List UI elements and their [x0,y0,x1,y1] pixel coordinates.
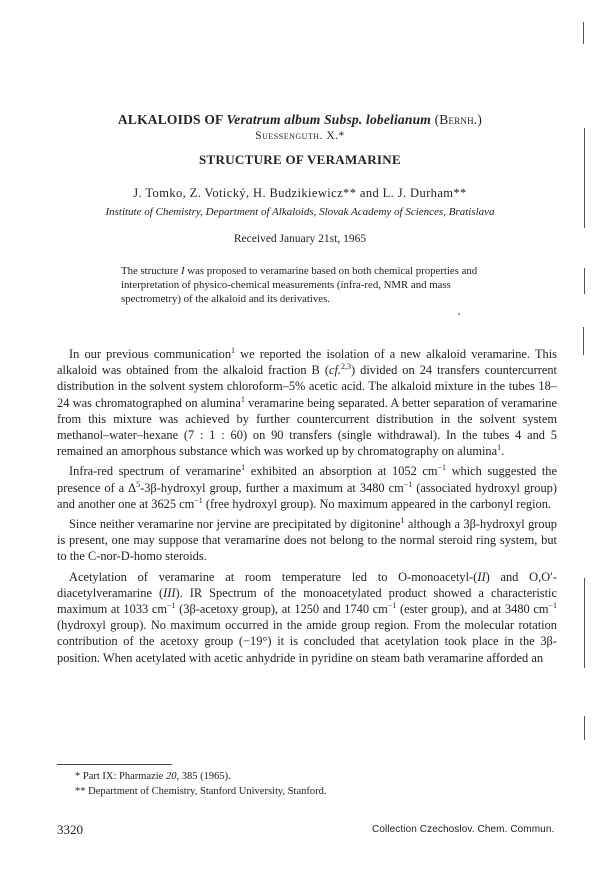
title-prefix: ALKALOIDS OF [117,112,223,127]
scan-speck [458,313,460,315]
scan-artifact-line [584,268,585,294]
footnote-2: ** Department of Chemistry, Stanford University, Stanford. [75,786,327,797]
received-date: Received January 21st, 1965 [233,233,367,245]
title-author: (Bernh.) [434,112,483,127]
paragraph-2: Infra-red spectrum of veramarine$^1$ exhibited an absorption at 1052 $cm^{-1}$ which suggested the presence of a $\Delta^5-3\beta$-hydroxyl group, further a maximum at 3480 $cm^{-1}$ (associated hydroxyl group) and another one at 3625 $cm^{-1}$ (free hydroxyl group). No maximum appeared in the carbonyl region. [57,463,558,511]
paragraph-3: Since neither veramarine nor jervine are precipitated by digitonine$^1$ although a 3β-hydroxyl group is present, one may suppose that veramarine does not belong to the normal steroid ring system, but to the C-nor-D-homo steroids. [57,515,557,564]
title-species: Veratrum album Subsp. lobelianum [226,112,432,127]
scan-artifact-line [584,578,585,668]
scan-artifact-line [583,327,584,355]
paragraph-4: Acetylation of veramarine at room temperature led to O-monoacetyl-(II) and O,O′-diacetylveramarine (III). IR Spectrum of the monoacetylated product showed a characteristic maximum at 1033 $cm^{-1}$ (3β-acetoxy group), at 1250 and 1740 $cm^{-1}$ (ester group), and at 3480 $cm^{-1}$ (hydroxyl group). No maximum occurred in the amide group region. From the molecular rotation contribution of the acetoxy group (−19°) it is concluded that acetylation took place in the 3β-position. When acetylated with acetic anhydride in pyridine on steam bath veramarine afforded an [57,569,557,665]
footnotes [75,769,326,799]
affiliation: Institute of Chemistry, Department of Alkaloids, Slovak Academy of Sciences, Bratislava [105,206,495,218]
footnote-1: * Part IX: Pharmazie 20, 385 (1965). [75,771,231,782]
footnote-divider [57,764,172,765]
paragraph-1: In our previous communication$^1$ we reported the isolation of a new alkaloid veramarine. This alkaloid was obtained from the alkaloid fraction B (cf.$^{2,3}$) divided on 24 transfers countercurrent distribution in the solvent system chloroform–5% acetic acid. The alkaloid mixture in the tubes 18–24 was chromatographed on alumina$^1$ veramarine being separated. A better separation of veramarine from this mixture was achieved by further countercurrent distribution in the solvent system methanol–water–hexane (7 : 1 : 60) on 90 transfers (single withdrawal). In the tubes 4 and 5 remained an amorphous substance which was worked up by chromatography on alumina$^1$. [57,345,558,459]
scan-artifact-line [584,128,585,228]
scan-artifact-line [583,22,584,44]
article-body [57,346,557,670]
article-subtitle: STRUCTURE OF VERAMARINE [199,152,401,167]
scan-artifact-line [584,716,585,740]
page-number: 3320 [57,822,83,837]
article-title [60,112,540,128]
journal-name: Collection Czechoslov. Chem. Commun. [372,824,555,835]
abstract: The structure I was proposed to veramarine based on both chemical properties and interpretation of physico-chemical measurements (infra-red, NMR and mass spectrometry) of the alkaloid and its derivatives. [121,265,478,305]
article-title-line2: Suessenguth. X.* [255,130,345,142]
author-list: J. Tomko, Z. Votický, H. Budzikiewicz** and L. J. Durham** [133,186,467,200]
